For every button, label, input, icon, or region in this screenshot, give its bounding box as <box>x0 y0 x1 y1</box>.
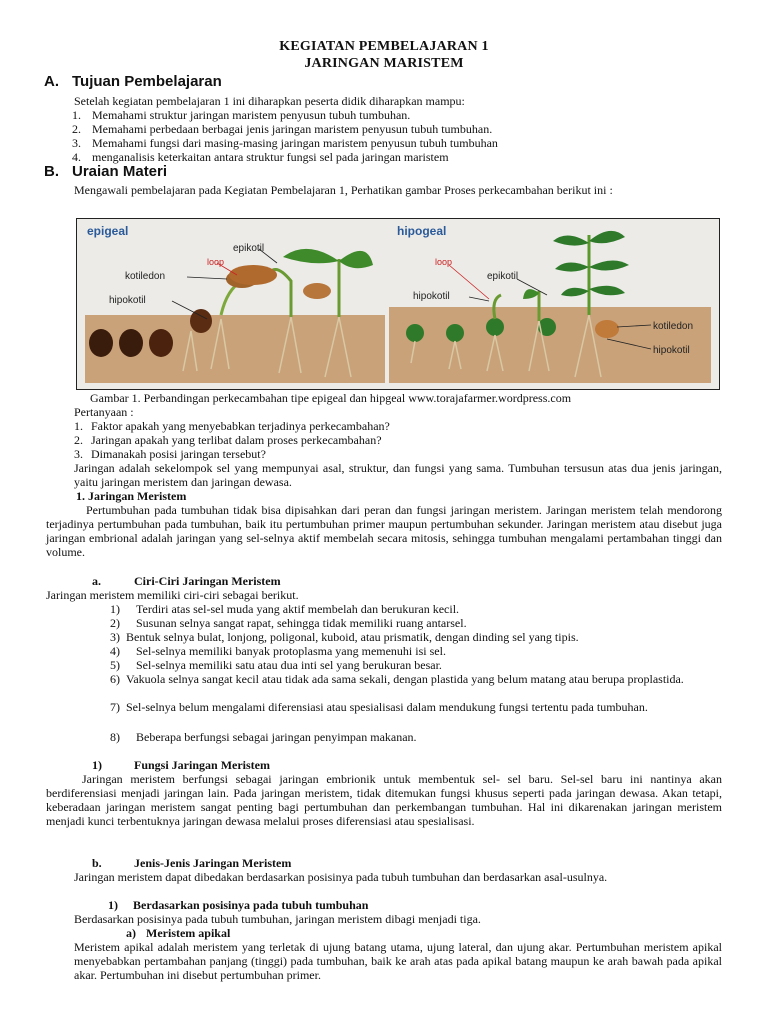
ciri-item: Beberapa berfungsi sebagai jaringan penyimpan makanan. <box>136 730 417 744</box>
ciri-item: Susunan selnya sangat rapat, sehingga tidak memiliki ruang antarsel. <box>136 616 467 630</box>
figure-caption: Gambar 1. Perbandingan perkecambahan tipe epigeal dan hipgeal www.torajafarmer.wordpress.com <box>90 391 572 405</box>
label-epikotil: epikotil <box>233 243 265 254</box>
label-loop: loop <box>435 257 453 267</box>
germination-illustration <box>77 219 719 389</box>
question-number: 3. <box>74 447 83 461</box>
figure-right-title: hipogeal <box>397 224 447 238</box>
label-loop: loop <box>207 257 225 267</box>
jenis-sub-paragraph: Berdasarkan posisinya pada tubuh tumbuhan, jaringan meristem dibagi menjadi tiga. <box>74 912 481 926</box>
leaf-icon <box>555 262 589 271</box>
seed-icon <box>89 329 113 357</box>
ciri-number: 4) <box>110 644 120 658</box>
ciri-item: Terdiri atas sel-sel muda yang aktif membelah dan berukuran kecil. <box>136 602 460 616</box>
ciri-number: 3) <box>110 630 120 644</box>
leaf-icon <box>553 235 589 245</box>
fungsi-paragraph: Jaringan meristem berfungsi sebagai jaringan embrionik untuk membentuk sel- sel baru. Sel-sel baru ini nantinya akan berdiferensiasi menjadi jaringan lain. Pada jaringan meristem, tidak ditemukan fungsi khusus seperti pada jaringan dewasa. Akan tetapi, keberadaan jaringan meristem sangat penting bagi pertumbuhan dan perkembangan tumbuhan. Hal ini dikarenakan jaringan meristem menjadi kunci terbentuknya jaringan dewasa melalui proses diferensiasi atau spesialisasi. <box>46 772 722 828</box>
figure-left-title: epigeal <box>87 224 129 238</box>
label-hipokotil: hipokotil <box>413 291 450 302</box>
section-a-intro: Setelah kegiatan pembelajaran 1 ini diharapkan peserta didik diharapkan mampu: <box>74 94 465 108</box>
ciri-heading: Ciri-Ciri Jaringan Meristem <box>134 574 281 588</box>
goal-item: Memahami fungsi dari masing-masing jaringan maristem penyusun tubuh tumbuhan <box>92 136 498 150</box>
question-number: 2. <box>74 433 83 447</box>
section-b-heading: Uraian Materi <box>72 163 168 180</box>
questions-heading: Pertanyaan : <box>74 405 134 419</box>
fungsi-number: 1) <box>92 758 102 772</box>
section-b-letter: B. <box>44 163 59 180</box>
ciri-number: 7) <box>110 700 120 714</box>
jenis-letter: b. <box>92 856 102 870</box>
leaf-icon <box>589 260 629 270</box>
goal-item: Memahami perbedaan berbagai jenis jaringan maristem penyusun tubuh tumbuhan. <box>92 122 493 136</box>
apikal-heading: Meristem apikal <box>146 926 231 940</box>
seed-icon <box>446 324 464 342</box>
seed-icon <box>486 318 504 336</box>
goal-number: 4. <box>72 150 81 164</box>
section-a-letter: A. <box>44 73 59 90</box>
goal-item: Memahami struktur jaringan maristem penyusun tubuh tumbuhan. <box>92 108 411 122</box>
leaf-icon <box>283 249 339 263</box>
ciri-item: Vakuola selnya sangat kecil atau tidak ada sama sekali, dengan plastida yang belum matang atau berupa proplastida. <box>126 672 684 686</box>
paragraph-jaringan: Jaringan adalah sekelompok sel yang mempunyai asal, struktur, dan fungsi yang sama. Tumbuhan tersusun atas dua jenis jaringan, yaitu jaringan meristem dan jaringan dewasa. <box>74 461 722 489</box>
leaf-icon <box>589 286 625 295</box>
ciri-letter: a. <box>92 574 101 588</box>
section-b-intro: Mengawali pembelajaran pada Kegiatan Pembelajaran 1, Perhatikan gambar Proses perkecambahan berikut ini : <box>74 183 613 197</box>
cotyledon-icon <box>595 320 619 338</box>
question-item: Dimanakah posisi jaringan tersebut? <box>91 447 266 461</box>
subsection-heading: 1. Jaringan Meristem <box>76 489 187 503</box>
goal-number: 1. <box>72 108 81 122</box>
jenis-heading: Jenis-Jenis Jaringan Meristem <box>134 856 292 870</box>
question-item: Faktor apakah yang menyebabkan terjadinya perkecambahan? <box>91 419 390 433</box>
seed-icon <box>406 324 424 342</box>
ciri-item: Sel-selnya belum mengalami diferensiasi atau spesialisasi dalam mendukung fungsi tertentu pada tumbuhan. <box>126 700 648 714</box>
label-epikotil: epikotil <box>487 271 519 282</box>
ciri-intro: Jaringan meristem memiliki ciri-ciri sebagai berikut. <box>46 588 299 602</box>
title-line-2: JARINGAN MARISTEM <box>304 56 464 71</box>
seed-icon <box>119 329 143 357</box>
ciri-number: 8) <box>110 730 120 744</box>
germination-figure <box>76 218 720 390</box>
goal-number: 3. <box>72 136 81 150</box>
ciri-number: 2) <box>110 616 120 630</box>
cotyledon-icon <box>303 283 331 299</box>
cotyledon-icon <box>229 265 277 285</box>
leaf-icon <box>339 251 373 268</box>
ciri-number: 5) <box>110 658 120 672</box>
ciri-item: Sel-selnya memiliki satu atau dua inti sel yang berukuran besar. <box>136 658 442 672</box>
jenis-sub-heading: Berdasarkan posisinya pada tubuh tumbuhan <box>133 898 369 912</box>
apikal-paragraph: Meristem apikal adalah meristem yang terletak di ujung batang utama, ujung lateral, dan ujung akar. Pertumbuhan meristem apikal menyebabkan pertambahan panjang (tinggi) pada tumbuhan, baik ke arah atas pada apikal batang maupun ke arah bawah pada apikal akar. Pertumbuhan ini disebut pertumbuhan primer. <box>74 940 722 982</box>
leaf-icon <box>523 289 539 299</box>
goal-number: 2. <box>72 122 81 136</box>
question-item: Jaringan apakah yang terlibat dalam proses perkecambahan? <box>91 433 382 447</box>
fungsi-heading: Fungsi Jaringan Meristem <box>134 758 270 772</box>
apikal-letter: a) <box>126 926 136 940</box>
label-hipokotil: hipokotil <box>109 295 146 306</box>
label-kotiledon: kotiledon <box>653 321 694 332</box>
leaf-icon <box>561 288 589 297</box>
ciri-number: 1) <box>110 602 120 616</box>
seed-icon <box>149 329 173 357</box>
question-number: 1. <box>74 419 83 433</box>
ciri-number: 6) <box>110 672 120 686</box>
goal-item: menganalisis keterkaitan antara struktur fungsi sel pada jaringan maristem <box>92 150 449 164</box>
jenis-sub-number: 1) <box>108 898 118 912</box>
label-hipokotil: hipokotil <box>653 345 690 356</box>
ciri-item: Sel-selnya memiliki banyak protoplasma yang memenuhi isi sel. <box>136 644 446 658</box>
section-a-heading: Tujuan Pembelajaran <box>72 73 222 90</box>
leaf-icon <box>589 231 625 243</box>
seed-icon <box>190 309 212 333</box>
label-kotiledon: kotiledon <box>125 271 166 282</box>
jenis-paragraph: Jaringan meristem dapat dibedakan berdasarkan posisinya pada tubuh tumbuhan dan berdasarkan asal-usulnya. <box>74 870 608 884</box>
ciri-item: Bentuk selnya bulat, lonjong, poligonal, kuboid, atau prismatik, dengan dinding sel yang tipis. <box>126 630 579 644</box>
paragraph-meristem: Pertumbuhan pada tumbuhan tidak bisa dipisahkan dari peran dan fungsi jaringan meristem. Jaringan meristem telah mendorong terjadinya pertumbuhan pada tumbuhan, baik itu pertumbuhan primer maupun pertumbuhan sekunder. Jaringan meristem atau disebut juga jaringan embrional adalah jaringan yang sel-selnya aktif membelah secara mitosis, sehingga tumbuhan mengalami pertambahan tinggi dan volume. <box>46 503 722 559</box>
title-line-1: KEGIATAN PEMBELAJARAN 1 <box>279 39 489 54</box>
